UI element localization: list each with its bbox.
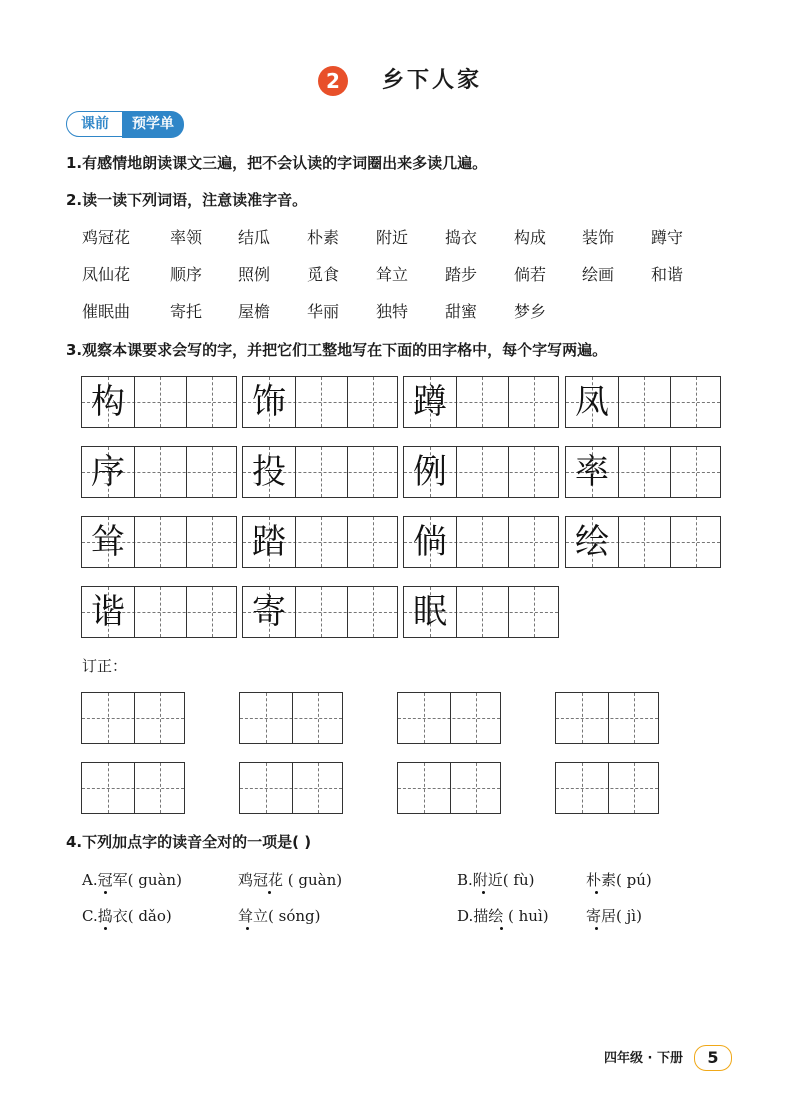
model-character: 序 [91, 452, 125, 492]
grid-guide-line [160, 447, 161, 497]
page-number: 5 [694, 1045, 732, 1071]
grid-divider [618, 517, 619, 567]
model-character: 投 [252, 452, 286, 492]
correction-grid[interactable] [81, 692, 185, 744]
grid-divider [134, 693, 135, 743]
grid-divider [134, 763, 135, 813]
grid-divider [292, 693, 293, 743]
option-a-second: 鸡冠花 ( guàn) [238, 871, 343, 889]
grid-guide-line [212, 377, 213, 427]
option-d-first: D.描绘 ( huì) [457, 907, 549, 925]
grid-guide-line [696, 517, 697, 567]
grid-guide-line [582, 693, 583, 743]
correction-grid[interactable] [239, 762, 343, 814]
option-c-second: 耸立( sóng) [238, 907, 321, 925]
question-3: 3.观察本课要求会写的字，并把它们工整地写在下面的田字格中，每个字写两遍。 [66, 341, 608, 359]
model-character: 倘 [413, 522, 447, 562]
vocab-word: 附近 [376, 228, 409, 247]
grid-guide-line [696, 447, 697, 497]
grid-divider [456, 377, 457, 427]
grid-guide-line [534, 517, 535, 567]
grid-guide-line [321, 587, 322, 637]
writing-grid[interactable] [403, 446, 559, 498]
writing-grid[interactable] [242, 586, 398, 638]
grid-guide-line [160, 693, 161, 743]
option-a-first: A.冠军( guàn) [82, 871, 182, 889]
grid-divider [508, 587, 509, 637]
grid-guide-line [108, 693, 109, 743]
vocab-word: 倘若 [514, 265, 547, 284]
writing-grid[interactable] [403, 586, 559, 638]
grid-divider [508, 447, 509, 497]
vocab-word: 绘画 [582, 265, 615, 284]
grid-divider [608, 763, 609, 813]
writing-grid[interactable] [565, 516, 721, 568]
grid-divider [456, 517, 457, 567]
grid-guide-line [582, 763, 583, 813]
grid-guide-line [398, 718, 500, 719]
vocab-word: 踏步 [445, 265, 478, 284]
vocab-word: 结瓜 [238, 228, 271, 247]
grid-guide-line [534, 447, 535, 497]
grid-divider [186, 447, 187, 497]
question-2: 2.读一读下列词语，注意读准字音。 [66, 191, 308, 209]
emphasis-dot [482, 891, 485, 894]
grid-guide-line [373, 587, 374, 637]
vocab-word: 率领 [170, 228, 203, 247]
model-character: 眠 [413, 592, 447, 632]
grid-divider [295, 377, 296, 427]
writing-grid[interactable] [565, 376, 721, 428]
grid-guide-line [212, 517, 213, 567]
badge-before-class: 课前 [66, 111, 124, 137]
grid-divider [186, 517, 187, 567]
grid-guide-line [398, 788, 500, 789]
emphasis-dot [595, 927, 598, 930]
grid-guide-line [212, 587, 213, 637]
grid-guide-line [634, 763, 635, 813]
grid-divider [508, 377, 509, 427]
grid-divider [456, 587, 457, 637]
grid-guide-line [240, 718, 342, 719]
grid-divider [295, 447, 296, 497]
grid-divider [618, 447, 619, 497]
model-character: 率 [575, 452, 609, 492]
grid-divider [186, 587, 187, 637]
vocab-word: 装饰 [582, 228, 615, 247]
badge-preview-sheet: 预学单 [122, 111, 184, 138]
grid-guide-line [534, 377, 535, 427]
grid-guide-line [634, 693, 635, 743]
vocab-word: 朴素 [307, 228, 340, 247]
grid-guide-line [82, 788, 184, 789]
writing-grid[interactable] [242, 376, 398, 428]
vocab-word: 屋檐 [238, 302, 271, 321]
model-character: 凤 [575, 382, 609, 422]
grid-divider [618, 377, 619, 427]
model-character: 谐 [91, 592, 125, 632]
vocab-word: 凤仙花 [82, 265, 131, 284]
grid-guide-line [212, 447, 213, 497]
vocab-word: 寄托 [170, 302, 203, 321]
grid-guide-line [534, 587, 535, 637]
vocab-word: 捣衣 [445, 228, 478, 247]
grid-guide-line [160, 517, 161, 567]
grid-guide-line [556, 788, 658, 789]
grid-divider [295, 587, 296, 637]
question-4: 4.下列加点字的读音全对的一项是( ) [66, 833, 312, 851]
grid-guide-line [424, 763, 425, 813]
grid-guide-line [424, 693, 425, 743]
writing-grid[interactable] [403, 516, 559, 568]
writing-grid[interactable] [403, 376, 559, 428]
grid-divider [134, 377, 135, 427]
emphasis-dot [595, 891, 598, 894]
grid-guide-line [556, 718, 658, 719]
grid-guide-line [482, 587, 483, 637]
vocab-word: 催眠曲 [82, 302, 131, 321]
vocab-word: 梦乡 [514, 302, 547, 321]
grid-guide-line [476, 693, 477, 743]
grid-guide-line [321, 447, 322, 497]
writing-grid[interactable] [81, 516, 237, 568]
writing-grid[interactable] [81, 446, 237, 498]
grid-divider [295, 517, 296, 567]
grid-divider [347, 517, 348, 567]
section-badge [66, 111, 184, 137]
grid-divider [450, 693, 451, 743]
grid-guide-line [160, 587, 161, 637]
option-b-second: 朴素( pú) [586, 871, 652, 889]
correction-grid[interactable] [397, 762, 501, 814]
correction-grid[interactable] [397, 692, 501, 744]
grid-guide-line [373, 517, 374, 567]
writing-grid[interactable] [81, 586, 237, 638]
grid-guide-line [321, 377, 322, 427]
grid-guide-line [266, 763, 267, 813]
grid-divider [347, 447, 348, 497]
grid-guide-line [321, 517, 322, 567]
grid-guide-line [696, 377, 697, 427]
writing-grid[interactable] [81, 376, 237, 428]
grid-divider [456, 447, 457, 497]
grid-guide-line [82, 718, 184, 719]
grid-guide-line [644, 517, 645, 567]
model-character: 耸 [91, 522, 125, 562]
grid-guide-line [160, 763, 161, 813]
model-character: 绘 [575, 522, 609, 562]
grid-guide-line [644, 447, 645, 497]
lesson-number-badge: 2 [318, 66, 348, 96]
grid-guide-line [482, 447, 483, 497]
emphasis-dot [104, 927, 107, 930]
grid-guide-line [240, 788, 342, 789]
grid-divider [670, 447, 671, 497]
correction-grid[interactable] [81, 762, 185, 814]
grid-guide-line [476, 763, 477, 813]
grid-guide-line [644, 377, 645, 427]
grid-guide-line [318, 693, 319, 743]
writing-grid[interactable] [242, 446, 398, 498]
grid-guide-line [482, 377, 483, 427]
emphasis-dot [104, 891, 107, 894]
lesson-title: 乡下人家 [382, 68, 483, 93]
grid-divider [134, 447, 135, 497]
emphasis-dot [246, 927, 249, 930]
model-character: 寄 [252, 592, 286, 632]
grid-divider [670, 517, 671, 567]
model-character: 构 [91, 382, 125, 422]
vocab-word: 甜蜜 [445, 302, 478, 321]
vocab-word: 顺序 [170, 265, 203, 284]
model-character: 踏 [252, 522, 286, 562]
grid-divider [347, 587, 348, 637]
grid-guide-line [318, 763, 319, 813]
vocab-word: 蹲守 [651, 228, 684, 247]
correction-grid[interactable] [239, 692, 343, 744]
grid-divider [347, 377, 348, 427]
vocab-word: 照例 [238, 265, 271, 284]
grid-guide-line [160, 377, 161, 427]
vocab-word: 华丽 [307, 302, 340, 321]
option-d-second: 寄居( jì) [586, 907, 642, 925]
vocab-word: 独特 [376, 302, 409, 321]
grid-divider [292, 763, 293, 813]
model-character: 饰 [252, 382, 286, 422]
grid-guide-line [266, 693, 267, 743]
correction-grid[interactable] [555, 762, 659, 814]
correction-grid[interactable] [555, 692, 659, 744]
model-character: 蹲 [413, 382, 447, 422]
writing-grid[interactable] [565, 446, 721, 498]
grid-divider [670, 377, 671, 427]
grid-guide-line [373, 377, 374, 427]
grid-guide-line [482, 517, 483, 567]
grid-divider [134, 587, 135, 637]
grid-divider [134, 517, 135, 567]
emphasis-dot [500, 927, 503, 930]
vocab-word: 耸立 [376, 265, 409, 284]
writing-grid[interactable] [242, 516, 398, 568]
question-1: 1.有感情地朗读课文三遍，把不会认读的字词圈出来多读几遍。 [66, 154, 488, 172]
vocab-word: 和谐 [651, 265, 684, 284]
grade-volume-label: 四年级 · 下册 [604, 1051, 683, 1066]
correction-label: 订正： [82, 657, 128, 675]
grid-guide-line [108, 763, 109, 813]
option-c-first: C.捣衣( dǎo) [82, 907, 172, 925]
option-b-first: B.附近( fù) [457, 871, 535, 889]
vocab-word: 觅食 [307, 265, 340, 284]
grid-divider [450, 763, 451, 813]
vocab-word: 构成 [514, 228, 547, 247]
grid-divider [508, 517, 509, 567]
vocab-word: 鸡冠花 [82, 228, 131, 247]
grid-divider [186, 377, 187, 427]
emphasis-dot [268, 891, 271, 894]
grid-divider [608, 693, 609, 743]
grid-guide-line [373, 447, 374, 497]
model-character: 例 [413, 452, 447, 492]
